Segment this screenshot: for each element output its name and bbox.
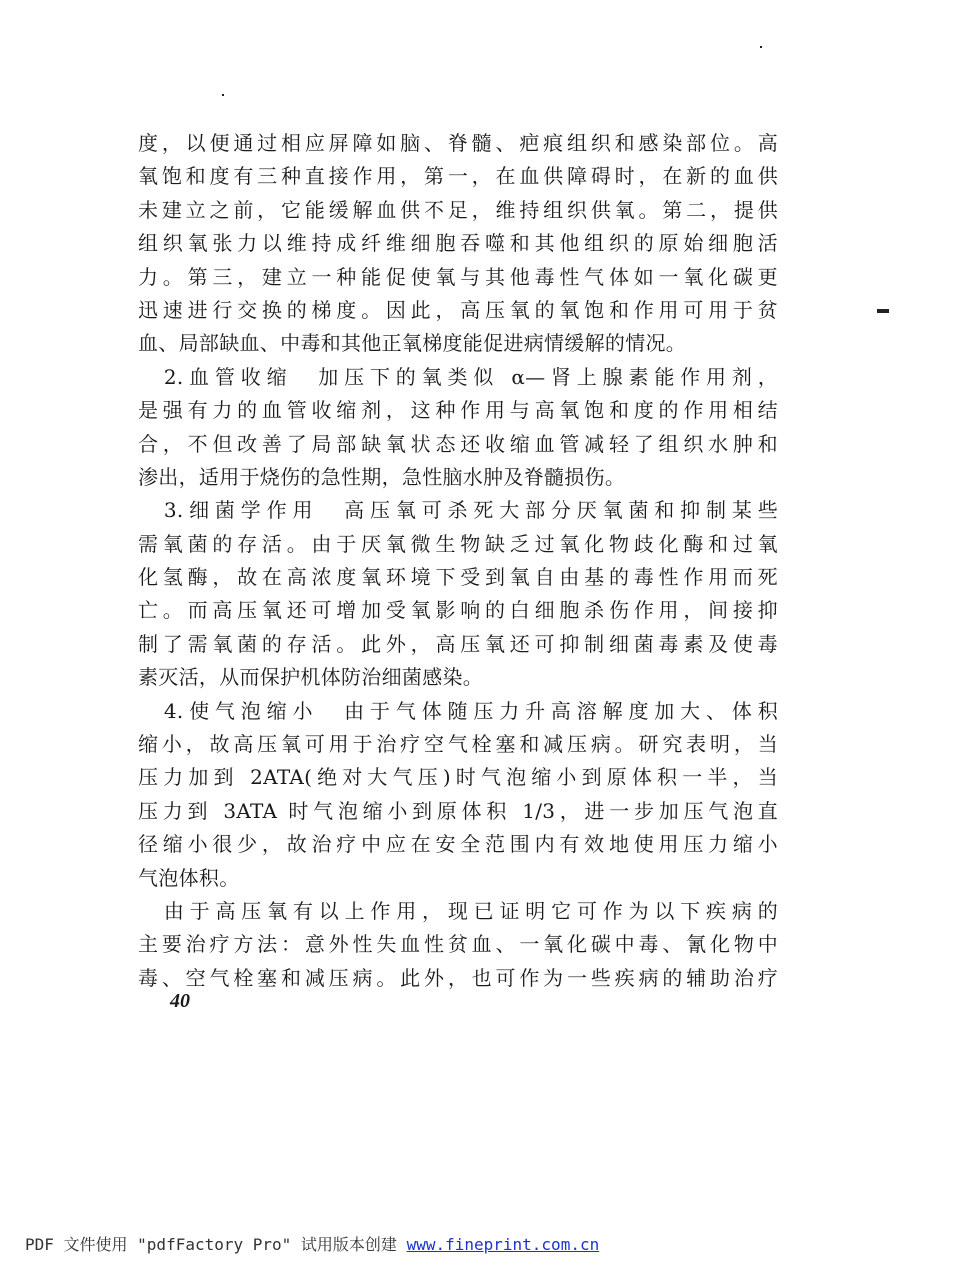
text-line: 缩小，故高压氧可用于治疗空气栓塞和减压病。研究表明，当	[138, 732, 778, 757]
text-line: 组织氧张力以维持成纤维细胞吞噬和其他组织的原始细胞活	[138, 231, 778, 256]
text-line: 素灭活，从而保护机体防治细菌感染。	[138, 665, 484, 690]
text-line: 4.使气泡缩小 由于气体随压力升高溶解度加大、体积	[138, 698, 778, 723]
text-line: 迅速进行交换的梯度。因此，高压氧的氧饱和作用可用于贫	[138, 297, 778, 322]
text-line: 血、局部缺血、中毒和其他正氧梯度能促进病情缓解的情况。	[138, 331, 687, 356]
text-line: 力。第三，建立一种能促使氧与其他毒性气体如一氧化碳更	[138, 264, 778, 289]
text-line: 氧饱和度有三种直接作用，第一，在血供障碍时，在新的血供	[138, 164, 778, 189]
text-line: 气泡体积。	[138, 865, 240, 890]
footer-link[interactable]: www.fineprint.com.cn	[406, 1235, 600, 1254]
text-line: 渗出，适用于烧伤的急性期，急性脑水肿及脊髓损伤。	[138, 464, 626, 489]
text-line: 合，不但改善了局部缺氧状态还收缩血管减轻了组织水肿和	[138, 431, 778, 456]
text-line: 亡。而高压氧还可增加受氧影响的白细胞杀伤作用，间接抑	[138, 598, 778, 623]
text-line: 是强有力的血管收缩剂，这种作用与高氧饱和度的作用相结	[138, 398, 778, 423]
scan-dot	[760, 46, 762, 48]
text-line: 毒、空气栓塞和减压病。此外，也可作为一些疾病的辅助治疗	[138, 965, 778, 990]
text-line: 由于高压氧有以上作用，现已证明它可作为以下疾病的	[138, 898, 778, 923]
text-line: 径缩小很少，故治疗中应在安全范围内有效地使用压力缩小	[138, 832, 778, 857]
text-line: 制了需氧菌的存活。此外，高压氧还可抑制细菌毒素及使毒	[138, 631, 778, 656]
text-line: 3.细菌学作用 高压氧可杀死大部分厌氧菌和抑制某些	[138, 498, 778, 523]
text-line: 度，以便通过相应屏障如脑、脊髓、疤痕组织和感染部位。高	[138, 131, 778, 155]
scan-dot	[222, 94, 224, 96]
text-line: 需氧菌的存活。由于厌氧微生物缺乏过氧化物歧化酶和过氧	[138, 531, 778, 556]
pdf-footer	[25, 1232, 599, 1255]
scan-mark	[877, 309, 889, 313]
text-line: 压力到 3ATA 时气泡缩小到原体积 1/3，进一步加压气泡直	[138, 798, 778, 823]
page-number: 40	[170, 990, 190, 1012]
text-line: 2.血管收缩 加压下的氧类似 α—肾上腺素能作用剂，	[138, 364, 778, 389]
text-line: 未建立之前，它能缓解血供不足，维持组织供氧。第二，提供	[138, 197, 778, 222]
footer-text: PDF 文件使用 "pdfFactory Pro" 试用版本创建	[25, 1235, 407, 1254]
text-line: 主要治疗方法：意外性失血性贫血、一氧化碳中毒、氰化物中	[138, 932, 778, 957]
text-line: 压力加到 2ATA(绝对大气压)时气泡缩小到原体积一半，当	[138, 765, 778, 790]
body-text	[138, 127, 778, 995]
text-line: 化氢酶，故在高浓度氧环境下受到氧自由基的毒性作用而死	[138, 565, 778, 590]
